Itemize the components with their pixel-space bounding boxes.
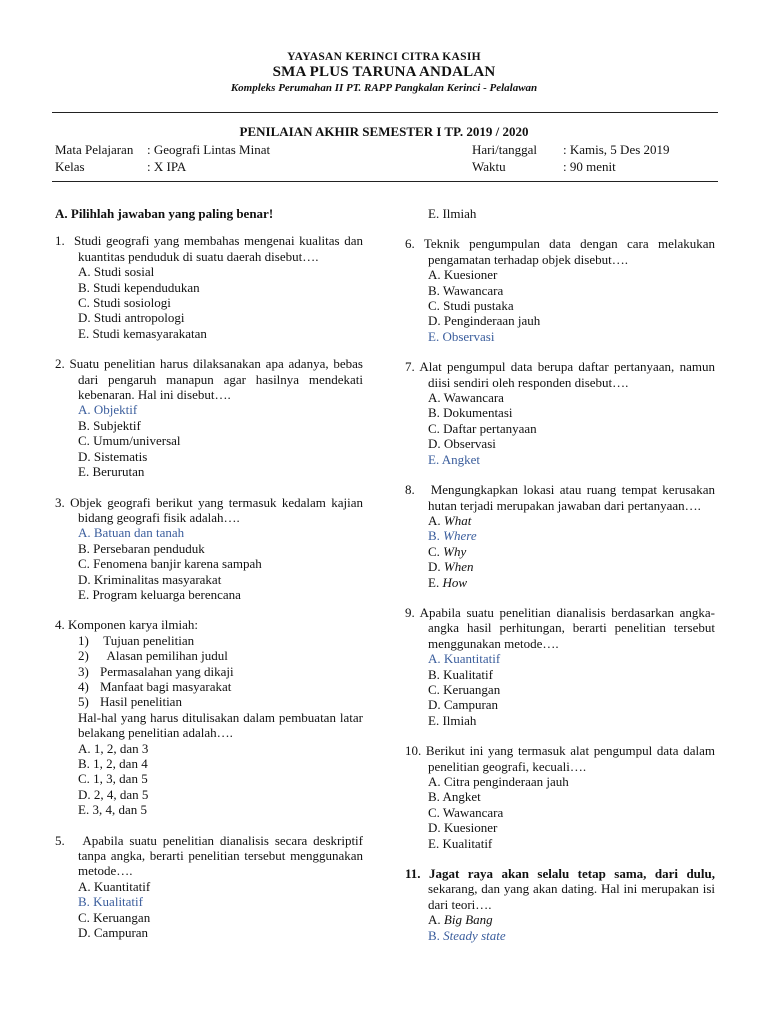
question-prompt: Hal-hal yang harus ditulisakan dalam pembuatan latar belakang penelitian adalah…. xyxy=(78,709,363,741)
option-d: D. Kriminalitas masyarakat xyxy=(78,571,222,587)
exam-title: PENILAIAN AKHIR SEMESTER I TP. 2019 / 2020 xyxy=(239,124,529,139)
option-a: A. Studi sosial xyxy=(78,264,155,280)
option-a-answer: A. Objektif xyxy=(78,402,138,418)
option-b: B. Subjektif xyxy=(78,417,141,433)
option-d: D. Kuesioner xyxy=(428,820,498,836)
option-e: E. 3, 4, dan 5 xyxy=(78,802,147,818)
class-label: Kelas xyxy=(55,159,85,174)
option-c: C. Wawancara xyxy=(428,804,504,820)
question-9 xyxy=(405,605,715,728)
question-stem: 9. Apabila suatu penelitian dianalisis berdasarkan angka-angka hasil perhitungan, berarti penelitian tersebut menggunakan metode…. xyxy=(405,604,715,651)
option-c: C. Studi sosiologi xyxy=(78,295,171,311)
question-stem: 3. Objek geografi berikut yang termasuk kedalam kajian bidang geografi fisik adalah…. xyxy=(55,494,363,525)
option-a: A. Citra penginderaan jauh xyxy=(428,774,569,789)
option-e-answer: E. Angket xyxy=(428,451,480,467)
question-1 xyxy=(55,233,363,341)
option-e: E. Studi kemasyarakatan xyxy=(78,325,207,341)
question-stem: 7. Alat pengumpul data berupa daftar pertanyaan, namun diisi sendiri oleh responden disebut…. xyxy=(405,359,715,390)
option-b-answer: B. Steady state xyxy=(428,927,506,943)
date-value: : Kamis, 5 Des 2019 xyxy=(563,142,670,157)
option-e: E. Kualitatif xyxy=(428,835,493,851)
option-b: B. Wawancara xyxy=(428,282,504,298)
option-b: B. Studi kependudukan xyxy=(78,279,200,295)
option-b: B. 1, 2, dan 4 xyxy=(78,756,148,771)
time-label: Waktu xyxy=(472,159,506,174)
option-d: D. Observasi xyxy=(428,436,496,452)
option-c: C. Umum/universal xyxy=(78,433,181,449)
left-column xyxy=(55,206,363,955)
foundation-name: YAYASAN KERINCI CITRA KASIH xyxy=(287,51,481,63)
component-item: 5) Hasil penelitian xyxy=(78,694,182,710)
option-a: A. Kuesioner xyxy=(428,267,498,283)
question-3 xyxy=(55,495,363,603)
question-2 xyxy=(55,356,363,479)
option-e: E. Berurutan xyxy=(78,464,145,480)
school-name: SMA PLUS TARUNA ANDALAN xyxy=(272,64,496,80)
option-a: A. What xyxy=(428,512,472,528)
date-label: Hari/tanggal xyxy=(472,142,537,157)
component-item: 4) Manfaat bagi masyarakat xyxy=(78,678,232,694)
option-e: E. Ilmiah xyxy=(428,712,477,728)
option-c: C. 1, 3, dan 5 xyxy=(78,771,148,787)
option-a-answer: A. Batuan dan tanah xyxy=(78,525,185,541)
question-7 xyxy=(405,359,715,467)
option-c: C. Keruangan xyxy=(78,909,151,925)
question-8 xyxy=(405,482,715,590)
component-item: 1) Tujuan penelitian xyxy=(78,632,195,648)
option-a: A. Kuantitatif xyxy=(78,878,151,894)
header-divider xyxy=(52,112,718,113)
question-5 xyxy=(55,833,363,941)
option-a: A. 1, 2, dan 3 xyxy=(78,740,149,756)
time-value: : 90 menit xyxy=(563,159,616,174)
question-stem: 8. Mengungkapkan lokasi atau ruang tempat kerusakan hutan terjadi merupakan jawaban dari pertanyaan…. xyxy=(405,482,715,513)
option-a-answer: A. Kuantitatif xyxy=(428,651,501,667)
option-b-answer: B. Kualitatif xyxy=(78,894,143,910)
option-a: A. Wawancara xyxy=(428,390,504,406)
question-stem: 5. Apabila suatu penelitian dianalisis secara deskriptif tanpa angka, berarti penelitian tersebut menggunakan metode…. xyxy=(55,832,363,879)
component-item: 2) Alasan pemilihan judul xyxy=(78,648,228,664)
option-c: C. Fenomena banjir karena sampah xyxy=(78,556,262,572)
option-d: D. Penginderaan jauh xyxy=(428,313,541,329)
section-a-heading: A. Pilihlah jawaban yang paling benar! xyxy=(55,206,274,221)
question-stem: 4. Komponen karya ilmiah: xyxy=(55,617,198,633)
question-stem: 6. Teknik pengumpulan data dengan cara melakukan pengamatan terhadap objek disebut…. xyxy=(405,236,715,267)
question-stem: 10. Berikut ini yang termasuk alat pengumpul data dalam penelitian geografi, kecuali…. xyxy=(405,743,715,774)
option-d: D. Sistematis xyxy=(78,448,148,464)
option-b: B. Dokumentasi xyxy=(428,405,513,421)
option-d: D. Studi antropologi xyxy=(78,310,185,326)
option-c: C. Keruangan xyxy=(428,681,501,697)
option-c: C. Why xyxy=(428,543,467,559)
component-item: 3) Permasalahan yang dikaji xyxy=(78,663,234,679)
right-column xyxy=(405,206,715,958)
letterhead xyxy=(0,50,768,95)
option-e-answer: E. Observasi xyxy=(428,328,495,344)
question-6 xyxy=(405,236,715,344)
question-stem: 2. Suatu penelitian harus dilaksanakan apa adanya, bebas dari pengaruh manapun agar hasilnya mendekati kebenaran. Hal ini disebut…. xyxy=(55,356,363,403)
option-d: D. Campuran xyxy=(78,925,149,941)
question-4 xyxy=(55,617,363,817)
question-11 xyxy=(405,866,715,943)
option-c: C. Studi pustaka xyxy=(428,298,514,314)
class-value: : X IPA xyxy=(147,159,187,174)
option-e: E. How xyxy=(428,574,468,590)
option-b: B. Angket xyxy=(428,789,481,805)
subject-value: : Geografi Lintas Minat xyxy=(147,142,271,157)
option-e: E. Program keluarga berencana xyxy=(78,586,241,602)
school-address: Kompleks Perumahan II PT. RAPP Pangkalan Kerinci - Pelalawan xyxy=(230,82,538,94)
question-stem: 1. Studi geografi yang membahas mengenai kualitas dan kuantitas penduduk di suatu daerah disebut…. xyxy=(55,233,363,264)
meta-divider xyxy=(52,181,718,182)
option-b-answer: B. Where xyxy=(428,528,477,544)
option-a: A. Big Bang xyxy=(428,912,493,928)
option-d: D. When xyxy=(428,559,474,575)
option-d: D. 2, 4, dan 5 xyxy=(78,786,149,802)
question-5-option-e: E. Ilmiah xyxy=(428,206,477,221)
option-b: B. Kualitatif xyxy=(428,666,493,682)
question-stem: 11. Jagat raya akan selalu tetap sama, dari dulu, sekarang, dan yang akan dating. Hal ini merupakan isi dari teori…. xyxy=(405,866,715,912)
subject-label: Mata Pelajaran xyxy=(55,142,134,157)
question-10 xyxy=(405,743,715,851)
option-d: D. Campuran xyxy=(428,697,499,713)
option-c: C. Daftar pertanyaan xyxy=(428,420,537,436)
option-b: B. Persebaran penduduk xyxy=(78,540,205,556)
